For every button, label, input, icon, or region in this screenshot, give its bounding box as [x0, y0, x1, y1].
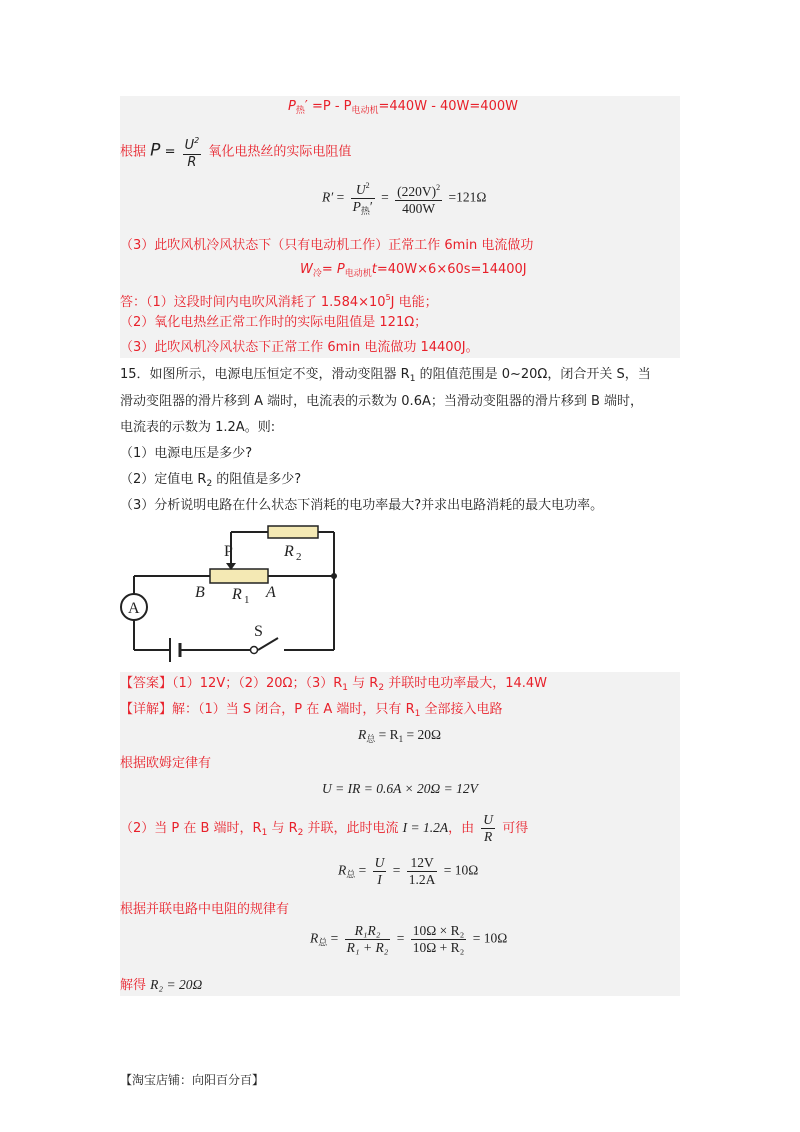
- ohm-law-line: 根据欧姆定律有: [120, 756, 212, 771]
- equation-voltage: U = IR = 0.6A × 20Ω = 12V: [322, 781, 478, 796]
- answer-2: （2）氧化电热丝正常工作时的实际电阻值是 121Ω；: [120, 315, 428, 330]
- label-r2-sub: 2: [296, 551, 302, 563]
- by-formula-line: 根据 P = $\frac{U^2}{R}$ 氧化电热丝的实际电阻值: [120, 133, 351, 171]
- label-r2: R: [284, 543, 294, 560]
- answer-1: 答：（1）这段时间内电吹风消耗了 $1.584\times 10^5J$ 电能；: [120, 293, 438, 310]
- question-line-3: 电流表的示数为 1.2A。则:: [120, 420, 276, 435]
- circuit-diagram: [118, 522, 348, 667]
- question-line-1: 15．如图所示，电源电压恒定不变，滑动变阻器 $R_1$ 的阻值范围是 0~20Ω，闭合开关 S，当: [120, 367, 651, 384]
- label-s: S: [254, 623, 263, 640]
- answer-line: 【答案】（1）12V；（2）20Ω；$(3)R_1$ 与 $R_2$ 并联时电功率最大，14.4W: [120, 676, 547, 693]
- question-line-2: 滑动变阻器的滑片移到 A 端时，电流表的示数为 0.6A；当滑动变阻器的滑片移到 B 端时，: [120, 394, 644, 409]
- switch-icon: [251, 647, 258, 654]
- equation-r-total-1: $R_总 = R_1 = 20\Omega$: [358, 727, 442, 744]
- part3-title: （3）此吹风机冷风状态下（只有电动机工作）正常工作 6min 电流做功: [120, 238, 534, 253]
- w-cold-line: $W_冷= P_{电动机}t=40W\times 6\times 60s=14400J$: [300, 262, 527, 279]
- junction-dot: [331, 573, 337, 579]
- part2-line: （2）当 P 在 B 端时，$R_1$ 与 $R_2$ 并联，此时电流 I = 1.2A，由 $\frac{U}{R}$ 可得: [120, 812, 529, 844]
- solve-line: 解得 R₂ = 20Ω: [120, 977, 203, 993]
- detail-line: 【详解】解：（1）当 S 闭合，P 在 A 端时，只有 $R_1$ 全部接入电路: [120, 702, 503, 719]
- answer-3: （3）此吹风机冷风状态下正常工作 6min 电流做功 14400J。: [120, 340, 479, 355]
- label-a: A: [266, 584, 276, 601]
- sub-question-1: （1）电源电压是多少?: [120, 446, 253, 461]
- label-r1: R: [232, 586, 242, 603]
- parallel-rule-line: 根据并联电路中电阻的规律有: [120, 902, 290, 917]
- equation-r-total-2: $R_总$ = $\frac{U}{I}$ = $\frac{12V}{1.2A}$ = 10Ω: [338, 855, 479, 887]
- sub-question-3: （3）分析说明电路在什么状态下消耗的电功率最大?并求出电路消耗的最大电功率。: [120, 498, 604, 513]
- label-ammeter: A: [128, 600, 140, 617]
- p-hot-line: $P_热' =P - P_{电动机}=440W - 40W=400W$: [288, 99, 518, 116]
- label-p: P: [224, 543, 233, 560]
- sub-question-2: （2）定值电 $R_2$ 的阻值是多少?: [120, 472, 302, 489]
- resistor-r1: [210, 569, 268, 583]
- label-r1-sub: 1: [244, 594, 250, 606]
- footer-shop: 【淘宝店铺：向阳百分百】: [120, 1073, 265, 1087]
- label-b: B: [195, 584, 205, 601]
- equation-r-total-3: $R_总$ = $\frac{\text{R₁R₂}}{\text{R₁ + R₂}}$ = $\frac{\text{10Ω × R₂}}{\text{10Ω + R₂}}$ = 10Ω: [310, 923, 508, 955]
- r-prime-equation: R′ = $\frac{U^2}{P_热'}$ = $\frac{(220V)^2}{400W}$ =121Ω: [322, 178, 486, 219]
- resistor-r2: [268, 526, 318, 538]
